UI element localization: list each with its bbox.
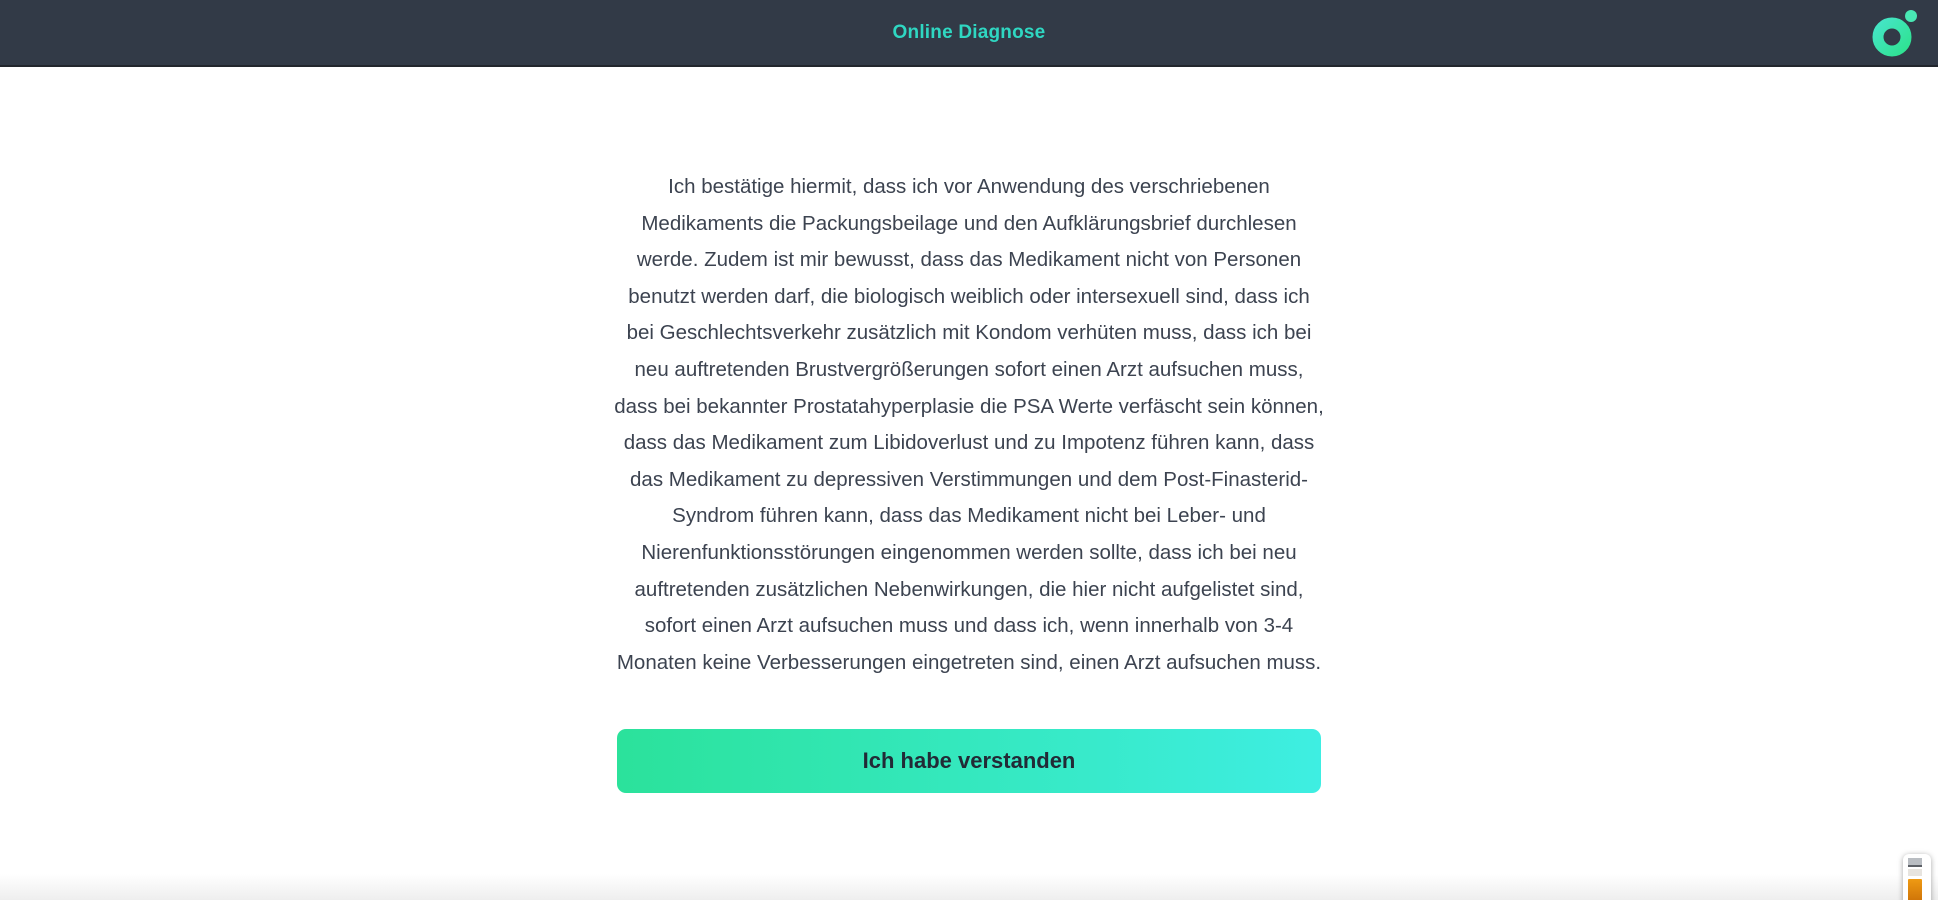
consent-text: Ich bestätige hiermit, dass ich vor Anwendung des verschriebenen Medikaments die Packungsbeilage und den Aufklärungsbrief durchlesen werde. Zudem ist mir bewusst, dass das Medikament nicht von Personen benutzt werden darf, die biologisch weiblich oder intersexuell sind, dass ich bei Geschlechtsverkehr zusätzlich mit Kondom verhüten muss, dass ich bei neu auftretenden Brustvergrößerungen sofort einen Arzt aufsuchen muss, dass bei bekannter Prostatahyperplasie die PSA Werte verfäscht sein können, dass das Medikament zum Libidoverlust und zu Impotenz führen kann, dass das Medikament zu depressiven Verstimmungen und dem Post-Finasterid-Syndrom führen kann, dass das Medikament nicht bei Leber- und Nierenfunktionsstörungen eingenommen werden sollte, dass ich bei neu auftretenden zusätzlichen Nebenwirkungen, die hier nicht aufgelistet sind, sofort einen Arzt aufsuchen muss und dass ich, wenn innerhalb von 3-4 Monaten keine Verbesserungen eingetreten sind, einen Arzt aufsuchen muss. (614, 175, 1324, 674)
confirm-button[interactable]: Ich habe verstanden (617, 729, 1321, 793)
thumbnail-orange-fragment (1908, 879, 1922, 900)
screenshot-thumbnail[interactable] (1903, 854, 1931, 900)
page-title: Online Diagnose (892, 21, 1046, 43)
app-header (0, 0, 1938, 67)
thumbnail-header-fragment (1908, 858, 1922, 867)
thumbnail-body-fragment (1908, 869, 1922, 876)
brand-logo-icon[interactable] (1872, 7, 1920, 57)
main-content (0, 67, 1938, 900)
